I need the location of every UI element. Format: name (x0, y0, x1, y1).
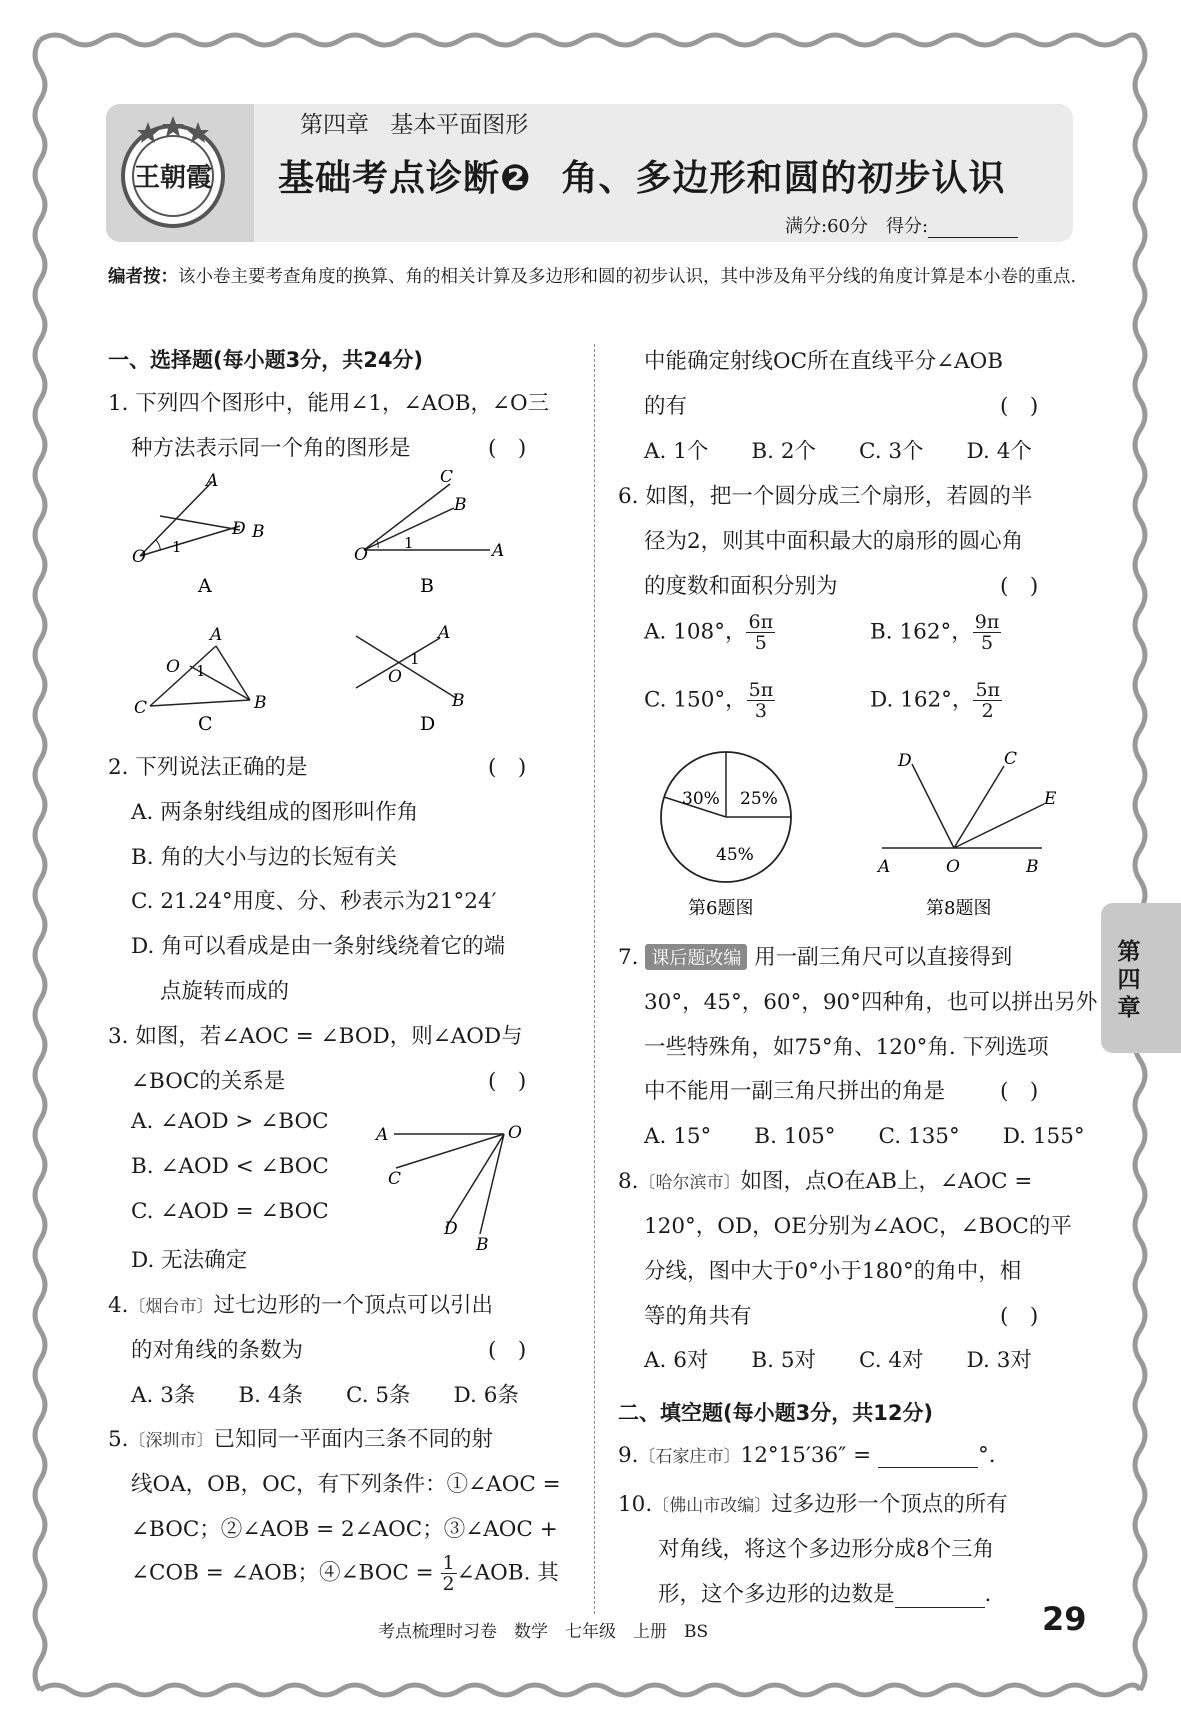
q1-line2: 种方法表示同一个角的图形是 (131, 436, 411, 461)
svg-text:C: C (388, 1169, 402, 1189)
svg-text:O: O (946, 857, 960, 877)
pie-slice-25: 25% (740, 789, 778, 809)
q4-line2: 的对角线的条数为 (131, 1338, 304, 1363)
q5-line6: 的有 (644, 394, 688, 419)
q3-figure (370, 1118, 540, 1258)
q2-opt-b: B. 角的大小与边的长短有关 (131, 845, 397, 870)
q10-line1: 10.〔佛山市改编〕过多边形一个顶点的所有 (618, 1492, 1008, 1517)
chapter-side-tab-label: 第四章 (1117, 939, 1141, 1021)
q8-line1: 8.〔哈尔滨市〕如图，点O在AB上，∠AOC = (618, 1169, 1033, 1194)
svg-text:B: B (252, 522, 265, 542)
svg-text:A: A (878, 857, 891, 877)
q6-paren: ( ) (1000, 574, 1039, 599)
q3-opt-b: B. ∠AOD < ∠BOC (131, 1154, 329, 1179)
q7-paren: ( ) (1000, 1079, 1039, 1104)
svg-text:O: O (508, 1123, 522, 1143)
q6-line1: 6. 如图，把一个圆分成三个扇形，若圆的半 (618, 484, 1033, 509)
svg-text:O: O (354, 545, 368, 565)
svg-text:1: 1 (404, 534, 414, 552)
logo-emblem (108, 108, 238, 238)
svg-text:O: O (166, 657, 180, 677)
q8-line3: 分线，图中大于0°小于180°的角中，相 (644, 1259, 1022, 1284)
fig8-caption: 第8题图 (926, 898, 992, 919)
q2-opt-a: A. 两条射线组成的图形叫作角 (131, 800, 419, 825)
q8-line4: 等的角共有 (644, 1304, 752, 1329)
q3-line2: ∠BOC的关系是 (131, 1069, 286, 1094)
section-1-heading: 一、选择题(每小题3分，共24分) (108, 348, 424, 372)
q5-line1: 5.〔深圳市〕已知同一平面内三条不同的射 (108, 1427, 494, 1452)
q6-opt-c: C. 150°， $\frac{5\pi}{3}$ (644, 679, 774, 722)
q3-opt-a: A. ∠AOD > ∠BOC (131, 1109, 329, 1134)
q7-line4: 中不能用一副三角尺拼出的角是 (644, 1079, 946, 1104)
page-number: 29 (1042, 1600, 1087, 1638)
q5-line4: ∠COB = ∠AOB；④∠BOC = $\frac{1}{2}$ ∠AOB. 其 (131, 1552, 559, 1595)
q7-line1: 7. 课后题改编 用一副三角尺可以直接得到 (618, 945, 1013, 970)
q4-options: A. 3条 B. 4条 C. 5条 D. 6条 (131, 1383, 519, 1408)
q3-opt-d: D. 无法确定 (131, 1248, 248, 1273)
q5-paren: ( ) (1000, 394, 1039, 419)
q2-opt-d-cont: 点旋转而成的 (160, 979, 290, 1004)
page-title: 基础考点诊断❷ 角、多边形和圆的初步认识 (278, 158, 1006, 199)
q4-line1: 4.〔烟台市〕过七边形的一个顶点可以引出 (108, 1293, 494, 1318)
q8-line2: 120°，OD，OE分别为∠AOC，∠BOC的平 (644, 1214, 1072, 1239)
q1-label-a: A (198, 575, 212, 597)
q6-line2: 径为2，则其中面积最大的扇形的圆心角 (644, 529, 1024, 554)
q2-paren: ( ) (488, 755, 527, 780)
editor-note: 编者按：该小卷主要考查角度的换算、角的相关计算及多边形和圆的初步认识，其中涉及角平分线的角度计算是本小卷的重点. (108, 267, 1077, 287)
q8-options: A. 6对 B. 5对 C. 4对 D. 3对 (644, 1348, 1032, 1373)
q1-label-c: C (198, 713, 213, 735)
pie-slice-45: 45% (716, 845, 754, 865)
q1-paren: ( ) (488, 436, 527, 461)
q1-line1: 1. 下列四个图形中，能用∠1，∠AOB，∠O三 (108, 391, 550, 416)
footer-text: 考点梳理时习卷 数学 七年级 上册 BS (378, 1622, 709, 1642)
svg-text:E: E (1044, 789, 1057, 809)
svg-text:C: C (1004, 749, 1018, 769)
q8-paren: ( ) (1000, 1304, 1039, 1329)
q6-opt-d: D. 162°， $\frac{5\pi}{2}$ (870, 679, 1001, 722)
q7-line2: 30°，45°，60°，90°四种角，也可以拼出另外 (644, 990, 1098, 1015)
q1-label-b: B (420, 575, 434, 597)
q2-opt-d: D. 角可以看成是由一条射线绕着它的端 (131, 934, 506, 959)
svg-text:A: A (210, 625, 223, 645)
q7-options: A. 15° B. 105° C. 135° D. 155° (644, 1124, 1085, 1149)
q3-opt-c: C. ∠AOD = ∠BOC (131, 1199, 329, 1224)
svg-text:C: C (440, 470, 454, 487)
q2-opt-c: C. 21.24°用度、分、秒表示为21°24′ (131, 889, 497, 914)
q5-options: A. 1个 B. 2个 C. 3个 D. 4个 (644, 439, 1032, 464)
q6-opt-b: B. 162°， $\frac{9\pi}{5}$ (870, 611, 1000, 654)
q3-line1: 3. 如图，若∠AOC = ∠BOD，则∠AOD与 (108, 1024, 523, 1049)
score-line: 满分:60分 得分: (785, 212, 1018, 238)
q9: 9.〔石家庄市〕12°15′36″ = °. (618, 1443, 996, 1468)
section-2-heading: 二、填空题(每小题3分，共12分) (618, 1401, 934, 1425)
q7-line3: 一些特殊角，如75°角、120°角. 下列选项 (644, 1035, 1049, 1060)
q10-line2: 对角线，将这个多边形分成8个三角 (658, 1537, 995, 1562)
svg-text:D: D (444, 1219, 458, 1239)
svg-text:B: B (476, 1235, 489, 1255)
svg-text:A: A (492, 541, 505, 561)
svg-text:王朝霞: 王朝霞 (133, 163, 213, 193)
svg-text:D: D (232, 519, 246, 539)
svg-text:B: B (452, 691, 465, 711)
svg-text:A: A (206, 471, 219, 491)
svg-text:A: A (438, 623, 451, 643)
svg-text:B: B (1026, 857, 1039, 877)
q2-stem: 2. 下列说法正确的是 (108, 755, 308, 780)
q3-paren: ( ) (488, 1069, 527, 1094)
svg-text:A: A (376, 1125, 389, 1145)
svg-text:1: 1 (196, 662, 206, 680)
q5-line5: 中能确定射线OC所在直线平分∠AOB (644, 349, 1004, 374)
svg-text:B: B (254, 693, 267, 713)
q5-line3: ∠BOC；②∠AOB = 2∠AOC；③∠AOC + (131, 1517, 558, 1542)
q1-label-d: D (420, 713, 436, 735)
q1-figures (120, 470, 590, 740)
q6-q8-figures (640, 740, 1080, 920)
svg-text:O: O (132, 547, 146, 567)
svg-text:B: B (454, 495, 467, 515)
q6-line3: 的度数和面积分别为 (644, 574, 838, 599)
q6-opt-a: A. 108°， $\frac{6\pi}{5}$ (644, 611, 774, 654)
svg-text:D: D (898, 751, 912, 771)
q10-line3: 形，这个多边形的边数是 . (658, 1582, 992, 1607)
pie-slice-30: 30% (682, 789, 720, 809)
svg-text:C: C (134, 698, 148, 718)
q5-line2: 线OA，OB，OC，有下列条件：①∠AOC = (131, 1472, 561, 1497)
svg-text:O: O (388, 667, 402, 687)
fig6-caption: 第6题图 (688, 898, 754, 919)
q4-paren: ( ) (488, 1338, 527, 1363)
q9-answer-blank (878, 1447, 978, 1468)
q10-answer-blank (895, 1587, 985, 1608)
svg-text:1: 1 (172, 538, 182, 556)
chapter-label: 第四章 基本平面图形 (300, 112, 529, 138)
column-divider (594, 344, 595, 1614)
svg-text:1: 1 (410, 650, 420, 668)
